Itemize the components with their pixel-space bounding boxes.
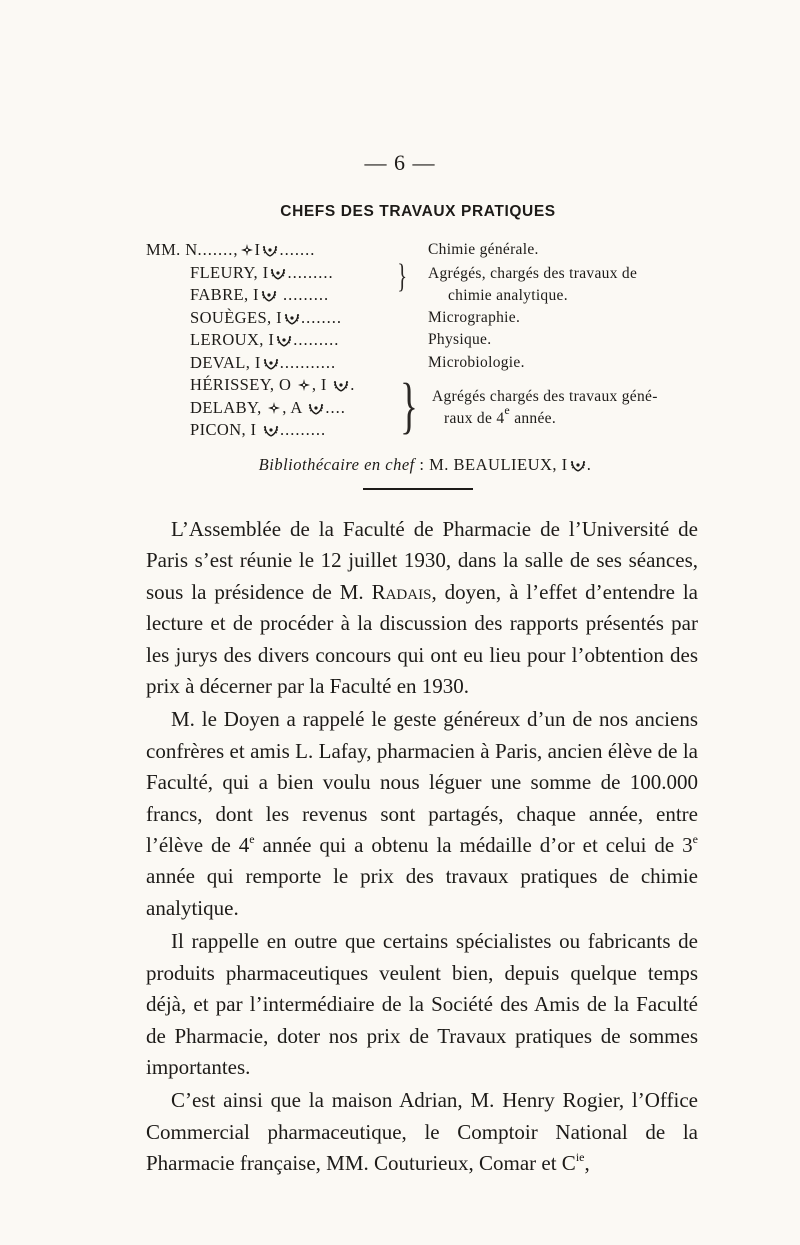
doyen-name: Radais [371,579,432,604]
superscript: e [692,832,698,847]
brace-analytique: } [397,258,408,295]
staff-list [146,240,706,443]
dots: ......., [197,240,239,259]
librarian-end: . [586,455,592,474]
academic-palms-icon [276,334,292,347]
role-micrographie: Micrographie. [428,308,521,326]
legion-honneur-star-icon [298,379,310,391]
staff-name-text: DEVAL, I [190,352,261,372]
role-microbiologie: Microbiologie. [428,353,525,371]
paragraph-text: , [584,1151,590,1176]
dots: ........ [301,307,343,327]
role-line: Agrégés chargés des travaux géné- [432,388,658,405]
page-number: — 6 — [364,150,436,175]
dots: ......... [277,285,330,304]
staff-name-text: N [185,240,198,259]
staff-name-text: PICON, I [190,420,257,439]
role-agreges-generaux [432,386,658,430]
academic-palms-icon [270,267,286,280]
academic-palms-icon [263,357,279,370]
librarian-colon: : [414,455,425,474]
decoration-suffix: , I [311,375,327,394]
role-line [432,403,658,430]
body-text [146,514,698,1180]
staff-prefix: MM. [146,240,181,259]
paragraph-4 [146,1085,698,1179]
staff-name [190,398,346,418]
paragraph-text: C’est ainsi que la maison Adrian, M. Henry Rogier, l’Office Commercial pharmaceutique, le Comptoir National de la Pharmacie française, MM. Couturieux, Comar et C [146,1088,698,1176]
academic-palms-icon [308,402,324,415]
paragraph-text: L’Assemblée de la Faculté de Pharmacie de l’Université de Paris s’est réunie le 12 juillet 1930, dans la salle de ses séances, sous la présidence de M. [146,517,698,604]
role-text: année. [510,410,557,427]
staff-name-text: LEROUX, I [190,330,275,349]
academic-palms-icon [570,459,586,472]
section-title: CHEFS DES TRAVAUX PRATIQUES [280,203,556,220]
paragraph-text: année qui remporte le prix des travaux pratiques de chimie analytique. [146,864,698,920]
legion-honneur-star-icon [241,244,253,256]
academic-palms-icon [333,379,349,392]
staff-name [146,240,315,260]
staff-name [190,330,339,350]
librarian-line [0,455,800,475]
paragraph-1 [146,514,698,702]
staff-name-text: FLEURY, I [190,262,269,282]
paragraph-text: année qui a obtenu la médaille d’or et celui de 3 [254,833,693,858]
dots: ........... [279,352,337,372]
decoration-suffix: , A [282,397,302,417]
superscript: e [249,832,255,847]
staff-name-text: SOUÈGES, I [190,307,283,327]
dots: ......... [293,330,340,349]
staff-name [190,375,355,395]
legion-honneur-star-icon [268,402,280,414]
staff-row-leroux [146,330,706,353]
academic-palms-icon [262,244,278,257]
dots: . [350,375,356,394]
brace-generaux: } [399,372,418,440]
staff-name-text: FABRE, I [190,285,259,304]
role-agreges-analytique [428,263,637,307]
dots: ......... [279,420,327,439]
section-divider [363,488,473,490]
decoration-suffix: I [254,240,261,259]
staff-row-n [146,240,706,263]
role-line: Agrégés, chargés des travaux de [428,265,638,282]
staff-row-souegues [146,308,706,331]
dots: ......... [287,262,334,282]
staff-name-text: DELABY, [190,397,262,417]
staff-name [190,285,329,305]
staff-row-deval [146,353,706,376]
superscript: e [504,403,511,417]
staff-name [190,308,342,328]
dots: ....... [279,240,316,259]
paragraph-3: Il rappelle en outre que certains spécialistes ou fabricants de produits pharmaceutiques veulent bien, depuis quelque temps déjà, et par l’intermédiaire de la Société des Amis de la Faculté de Pharmacie, doter nos prix de Travaux pratiques de sommes importantes. [146,929,698,1079]
staff-name [190,420,326,440]
superscript: ie [575,1150,585,1165]
librarian-label: Bibliothécaire en chef [258,455,415,474]
librarian-name: M. BEAULIEUX, I [424,455,568,474]
staff-name [190,263,334,283]
role-text: raux de 4 [444,410,505,427]
role-line: chimie analytique. [448,287,568,304]
academic-palms-icon [263,424,279,437]
role-physique: Physique. [428,331,492,348]
paragraph-2 [146,704,698,924]
role-chimie-generale: Chimie générale. [428,241,539,258]
academic-palms-icon [261,289,277,302]
paragraph-text: , doyen, à l’effet d’entendre la lecture et de procéder à la discussion des rapports présentés par les jurys des divers concours qui ont eu lieu pour l’obtention des prix à décerner par la Faculté en 1930. [146,579,698,699]
paragraph-text: M. le Doyen a rappelé le geste généreux d’un de nos anciens confrères et amis L. Lafay, pharmacien à Paris, ancien élève de la Faculté, qui a bien voulu nous léguer une somme de 100.000 francs, dont les revenus sont partagés, chaque année, entre l’élève de 4 [146,707,698,858]
staff-name [190,353,336,373]
academic-palms-icon [284,312,300,325]
dots: .... [325,397,346,417]
staff-name-text: HÉRISSEY, O [190,375,292,394]
